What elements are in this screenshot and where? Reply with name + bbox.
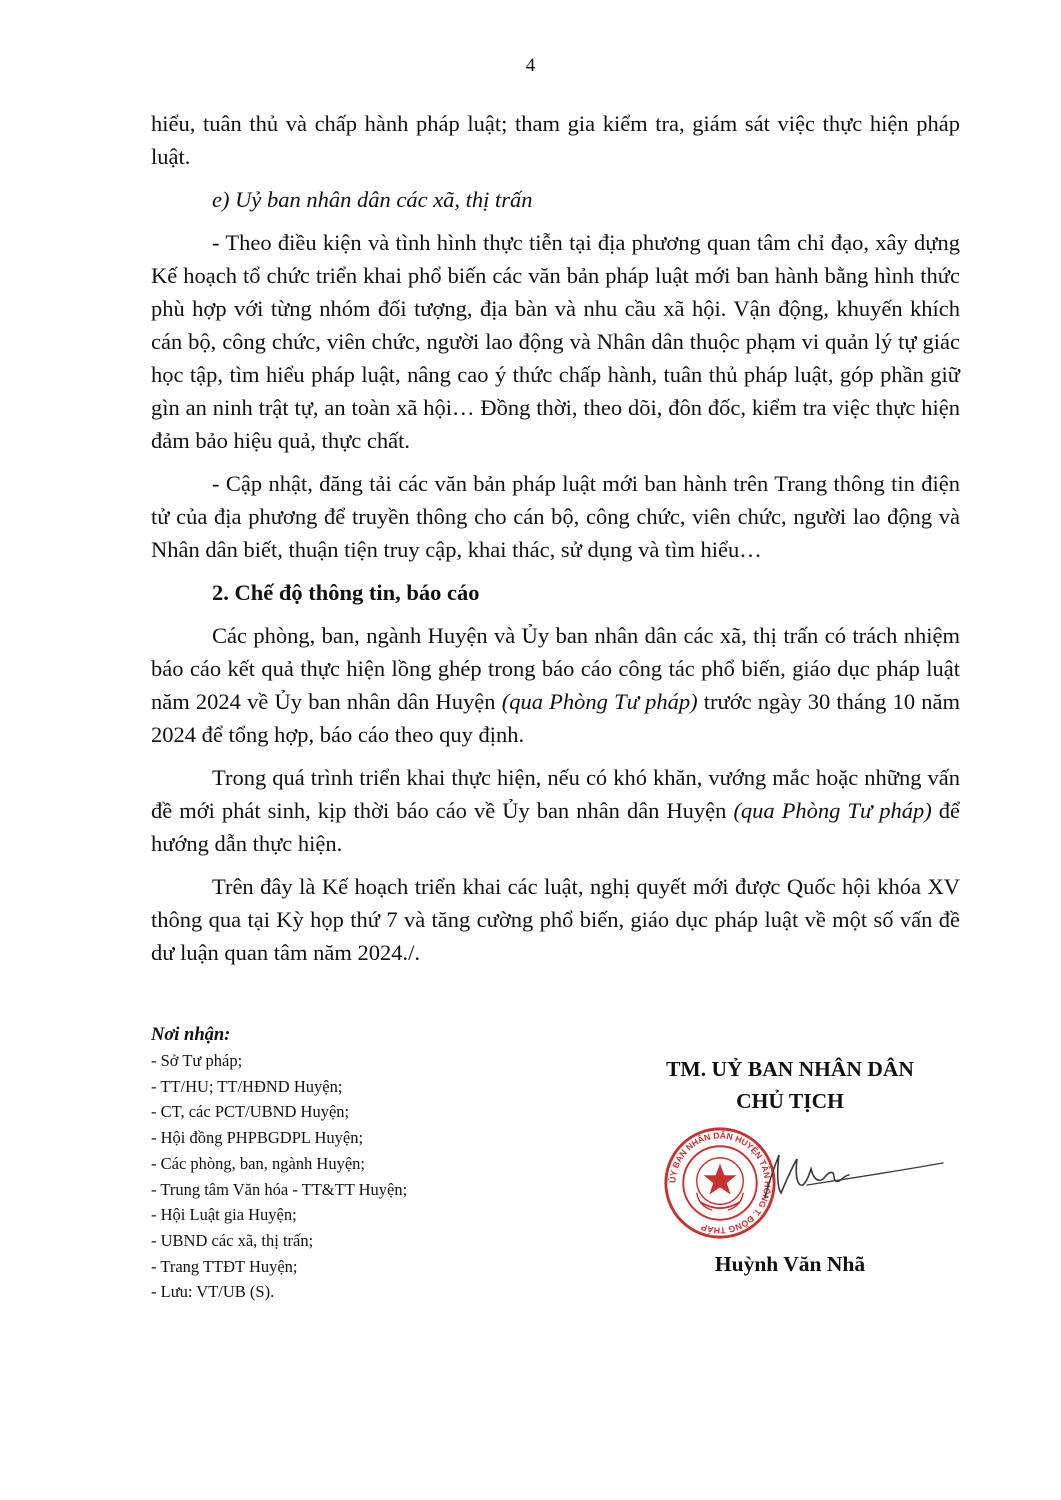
paragraph-reporting-italic: (qua Phòng Tư pháp) (501, 689, 698, 714)
recipient-item: - Trang TTĐT Huyện; (151, 1256, 298, 1276)
paragraph-issues-text: Trong quá trình triển khai thực hiện, nếu có khó khăn, vướng mắc hoặc những vấn đề mới phát sinh, kịp thời báo cáo về Ủy ban nhân dân Huyện (151, 765, 960, 823)
document-body (151, 107, 960, 979)
recipient-item: - TT/HU; TT/HĐND Huyện; (151, 1076, 343, 1096)
seal-text: ỦY BAN NHÂN DÂN HUYỆN TÂN HỒNG T. ĐỒNG THÁP (667, 1130, 773, 1236)
recipients-block (151, 1022, 407, 1305)
recipient-item: - Các phòng, ban, ngành Huyện; (151, 1153, 365, 1173)
paragraph-reporting-tail: trước ngày 30 tháng 10 năm 2024 để tổng hợp, báo cáo theo quy định. (151, 689, 961, 747)
recipient-item: - UBND các xã, thị trấn; (151, 1230, 314, 1250)
paragraph-issues-tail: để hướng dẫn thực hiện. (151, 798, 960, 856)
paragraph-communes-direction: - Theo điều kiện và tình hình thực tiễn tại địa phương quan tâm chỉ đạo, xây dựng Kế hoạch tổ chức triển khai phổ biến các văn bản pháp luật mới ban hành bằng hình thức phù hợp với từng nhóm đối tượng, địa bàn và nhu cầu xã hội. Vận động, khuyến khích cán bộ, công chức, viên chức, người lao động và Nhân dân thuộc phạm vi quản lý tự giác học tập, tìm hiểu pháp luật, nâng cao ý thức chấp hành, tuân thủ pháp luật, góp phần giữ gìn an ninh trật tự, an toàn xã hội… Đồng thời, theo dõi, đôn đốc, kiểm tra việc thực hiện đảm bảo hiệu quả, thực chất. (151, 230, 960, 453)
paragraph-issues-italic: (qua Phòng Tư pháp) (733, 798, 932, 823)
paragraph-reporting-text: Các phòng, ban, ngành Huyện và Ủy ban nhân dân các xã, thị trấn có trách nhiệm báo cáo kết quả thực hiện lồng ghép trong báo cáo công tác phổ biến, giáo dục pháp luật năm 2024 về Ủy ban nhân dân Huyện (151, 623, 960, 714)
recipient-item: - Sở Tư pháp; (151, 1051, 243, 1070)
recipient-item: - Trung tâm Văn hóa - TT&TT Huyện; (151, 1179, 408, 1199)
recipient-item: - Lưu: VT/UB (S). (151, 1282, 275, 1302)
recipient-item: - Hội đồng PHPBGDPL Huyện; (151, 1128, 364, 1148)
recipient-item: - CT, các PCT/UBND Huyện; (151, 1102, 350, 1122)
signer-name: Huỳnh Văn Nhã (714, 1252, 866, 1276)
page-number: 4 (525, 55, 536, 76)
section-heading-reporting: 2. Chế độ thông tin, báo cáo (212, 580, 480, 605)
signature-title: CHỦ TỊCH (736, 1089, 844, 1113)
recipient-item: - Hội Luật gia Huyện; (151, 1205, 297, 1225)
section-heading-e: e) Uỷ ban nhân dân các xã, thị trấn (212, 187, 533, 212)
signature-organization: TM. UỶ BAN NHÂN DÂN (666, 1057, 914, 1081)
signature-block (612, 1053, 968, 1279)
paragraph-communes-update: - Cập nhật, đăng tải các văn bản pháp luật mới ban hành trên Trang thông tin điện tử của địa phương để truyền thông cho cán bộ, công chức, viên chức, người lao động và Nhân dân biết, thuận tiện truy cập, khai thác, sử dụng và tìm hiểu… (151, 471, 960, 562)
handwritten-signature-icon (747, 1135, 947, 1215)
recipients-title: Nơi nhận: (151, 1025, 231, 1045)
paragraph-reporting (151, 619, 960, 751)
signature-area (612, 1117, 968, 1249)
paragraph-issues (151, 761, 960, 860)
paragraph-continuation: hiểu, tuân thủ và chấp hành pháp luật; tham gia kiểm tra, giám sát việc thực hiện pháp luật. (151, 111, 960, 169)
paragraph-closing: Trên đây là Kế hoạch triển khai các luật, nghị quyết mới được Quốc hội khóa XV thông qua tại Kỳ họp thứ 7 và tăng cường phổ biến, giáo dục pháp luật về một số vấn đề dư luận quan tâm năm 2024./. (151, 874, 960, 965)
